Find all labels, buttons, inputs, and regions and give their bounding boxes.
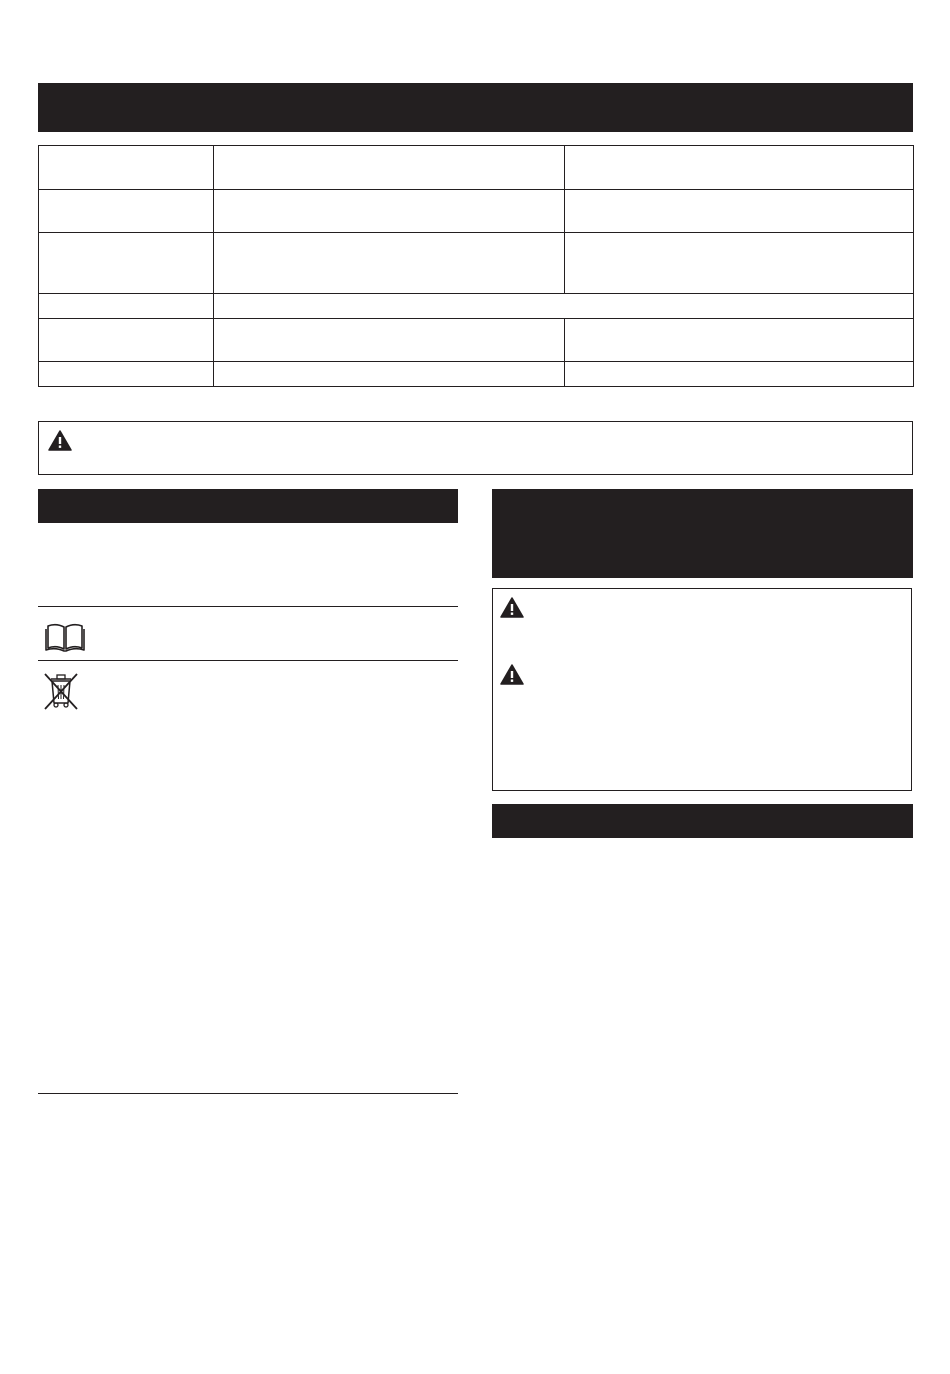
warning-triangle-icon	[500, 664, 524, 685]
table-row	[39, 146, 914, 190]
top-section-header	[38, 83, 913, 132]
table-cell	[214, 190, 565, 233]
table-cell	[565, 233, 914, 294]
left-intro-text	[38, 530, 458, 600]
table-cell	[214, 146, 565, 190]
table-cell	[39, 233, 214, 294]
table-cell	[214, 294, 914, 319]
table-cell	[214, 233, 565, 294]
right-warning-text-2	[533, 664, 903, 779]
right-second-section-header	[492, 804, 913, 838]
divider	[38, 1093, 458, 1094]
divider	[38, 660, 458, 661]
warning-triangle-icon	[500, 597, 524, 618]
bin-symbol-text	[100, 670, 455, 1080]
table-cell	[39, 362, 214, 387]
warning-triangle-icon	[48, 430, 72, 451]
table-cell	[39, 190, 214, 233]
book-symbol-text	[100, 620, 455, 654]
read-manual-book-icon	[45, 622, 85, 652]
table-cell	[39, 146, 214, 190]
right-section-header	[492, 489, 913, 578]
divider	[38, 606, 458, 607]
table-cell	[565, 190, 914, 233]
general-warning-box	[38, 421, 913, 475]
table-row	[39, 233, 914, 294]
table-row	[39, 294, 914, 319]
right-warning-text-1	[533, 597, 903, 652]
table-cell	[565, 146, 914, 190]
table-cell	[214, 362, 565, 387]
right-warning-box	[492, 588, 912, 791]
table-cell	[39, 319, 214, 362]
table-cell	[565, 319, 914, 362]
left-section-header	[38, 489, 458, 523]
table-row	[39, 319, 914, 362]
table-cell	[214, 319, 565, 362]
specifications-table	[38, 145, 914, 387]
table-cell	[565, 362, 914, 387]
crossed-out-wheelie-bin-icon	[42, 671, 80, 711]
table-row	[39, 362, 914, 387]
table-row	[39, 190, 914, 233]
table-cell	[39, 294, 214, 319]
